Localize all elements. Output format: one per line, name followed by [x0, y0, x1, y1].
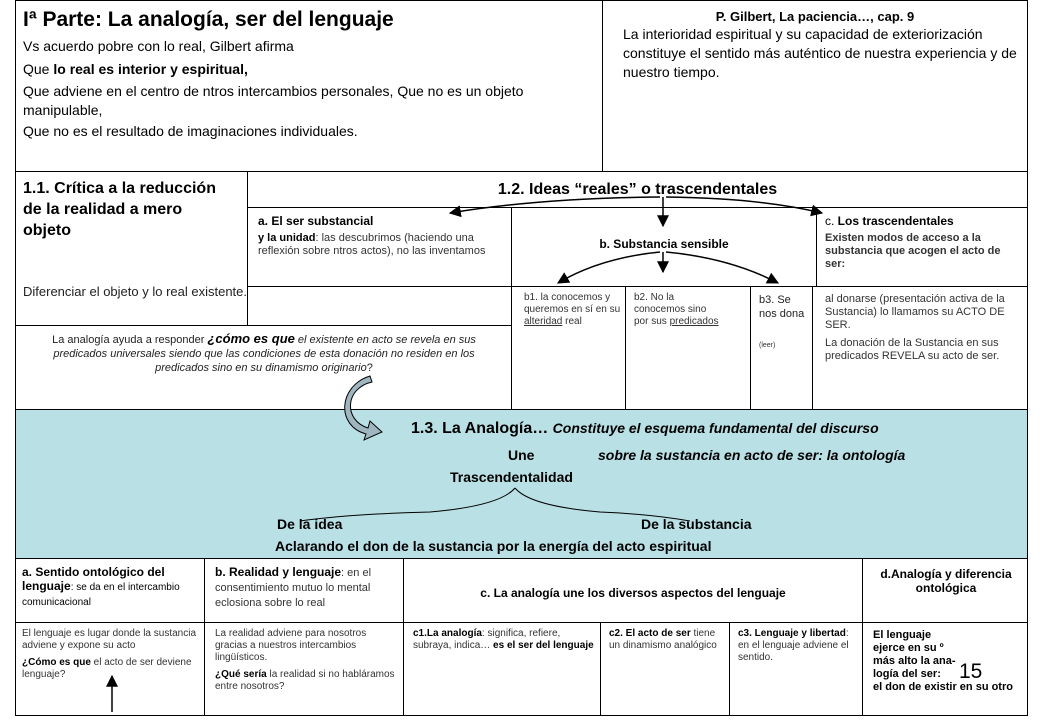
ser-substancial-text: y la unidad: las descubrimos (haciendo una reflexión sobre ntros actos), no las inventamos [258, 232, 486, 257]
header-c-text: c. La analogía une los diversos aspectos del lenguaje [480, 586, 786, 600]
de-la-idea-label: De la idea [277, 516, 343, 532]
cell-b3 [750, 286, 813, 410]
page-number: 15 [959, 660, 983, 683]
bottom-a-question: ¿Cómo es que el acto de ser deviene lenguaje? [22, 657, 192, 680]
bottom-d-p2: el don de existir en su otro [873, 681, 1013, 693]
trascendentalidad-label: Trascendentalidad [450, 469, 573, 485]
question-text: La analogía ayuda a responder ¿cómo es que el existente en acto se revela en sus predicados universales siendo que las condiciones de esta donación no residen en los predicados sino en su dinamismo originario? [52, 331, 476, 374]
header-a [15, 558, 205, 623]
header-c [403, 558, 863, 623]
bottom-d-p1: El lenguaje ejerce en su º más alto la ana-logía del ser: [873, 629, 956, 680]
trascendentales-text: Existen modos de acceso a la substancia que acogen el acto de ser: [825, 232, 1001, 270]
bottom-b-text: La realidad adviene para nosotros gracias a nuestros intercambios lingüísticos. [215, 628, 367, 663]
intro-line-3: Que adviene en el centro de ntros intercambios personales, Que no es un objeto manipulable, [23, 83, 524, 118]
cell-c1 [403, 622, 601, 716]
b2-text: b2. No la conocemos sino por sus predicados [634, 292, 719, 327]
citation: P. Gilbert, La paciencia…, cap. 9 [715, 9, 915, 24]
header-a-text: a. Sentido ontológico del lenguaje: se da en el intercambio comunicacional [22, 565, 180, 608]
cell-bottom-d [862, 622, 1028, 716]
substancia-sensible-title: b. Substancia sensible [599, 237, 729, 251]
c2-text: c2. El acto de ser tiene un dinamismo analógico [609, 628, 717, 651]
cell-b2 [625, 286, 751, 410]
b4-p1: al donarse (presentación activa de la Sustancia) lo llamamos su ACTO DE SER. [825, 293, 1005, 331]
cell-bottom-b [204, 622, 404, 716]
section-1-1-title: 1.1. Crítica a la reducción de la realidad a mero objeto [23, 180, 216, 239]
section-1-1-text: Diferenciar el objeto y lo real existente. [23, 284, 248, 299]
trascendentales-title: c. Los trascendentales [825, 214, 954, 228]
header-d [862, 558, 1028, 623]
c3-text: c3. Lenguaje y libertad: en el lenguaje adviene el sentido. [738, 628, 849, 663]
b3-text: b3. Se nos dona [759, 294, 805, 320]
blank-cell [247, 286, 512, 326]
header-b-text: b. Realidad y lenguaje: en el consentimiento mutuo lo mental eclosiona sobre lo real [215, 565, 372, 609]
header-b [204, 558, 404, 623]
ser-substancial-title: a. El ser substancial [258, 214, 374, 228]
une-text: sobre la sustancia en acto de ser: la ontología [598, 447, 906, 463]
section-1-3-title: 1.3. La Analogía… Constituye el esquema fundamental del discurso [411, 420, 879, 437]
intro-line-2: Que lo real es interior y espiritual, [23, 61, 248, 77]
bottom-b-question: ¿Qué sería la realidad si no habláramos entre nosotros? [215, 669, 395, 692]
b1-text: b1. la conocemos y queremos en sí en su alteridad real [524, 292, 621, 327]
intro-line-4: Que no es el resultado de imaginaciones individuales. [23, 123, 358, 139]
bottom-a-text: El lenguaje es lugar donde la sustancia adviene y expone su acto [22, 628, 197, 651]
quote-text: La interioridad espiritual y su capacidad de exteriorización constituye el sentido más auténtico de nuestra experiencia y de nuestro tiempo. [623, 26, 1017, 80]
cell-trascendentales [816, 207, 1028, 287]
cell-b1 [511, 286, 626, 410]
cell-c2 [600, 622, 730, 716]
section-1-1 [15, 171, 248, 326]
section-1-3 [15, 409, 1028, 559]
section-1-2-title: 1.2. Ideas “reales” o trascendentales [497, 181, 778, 198]
cell-ser-substancial [247, 207, 512, 287]
b4-p2: La donación de la Sustancia en sus predicados REVELA su acto de ser. [825, 337, 1000, 362]
part-title: Iª Parte: La analogía, ser del lenguaje [23, 8, 394, 31]
intro-box [15, 0, 603, 172]
une-label: Une [508, 447, 535, 463]
cell-b4 [812, 286, 1028, 410]
de-la-substancia-label: De la substancia [641, 516, 752, 532]
c1-text: c1.La analogía: significa, refiere, subraya, indica… es el ser del lenguaje [413, 628, 594, 651]
cell-substancia-sensible [511, 207, 817, 287]
question-cell [15, 325, 512, 410]
header-d-text: d.Analogía y diferencia ontológica [880, 567, 1012, 595]
quote-box [602, 0, 1028, 172]
aclarando-text: Aclarando el don de la sustancia por la energía del acto espiritual [275, 538, 712, 554]
section-1-2-header [247, 171, 1028, 208]
b3-leer: (leer) [759, 342, 776, 349]
cell-bottom-a [15, 622, 205, 716]
intro-line-1: Vs acuerdo pobre con lo real, Gilbert afirma [23, 38, 294, 54]
cell-c3 [729, 622, 863, 716]
